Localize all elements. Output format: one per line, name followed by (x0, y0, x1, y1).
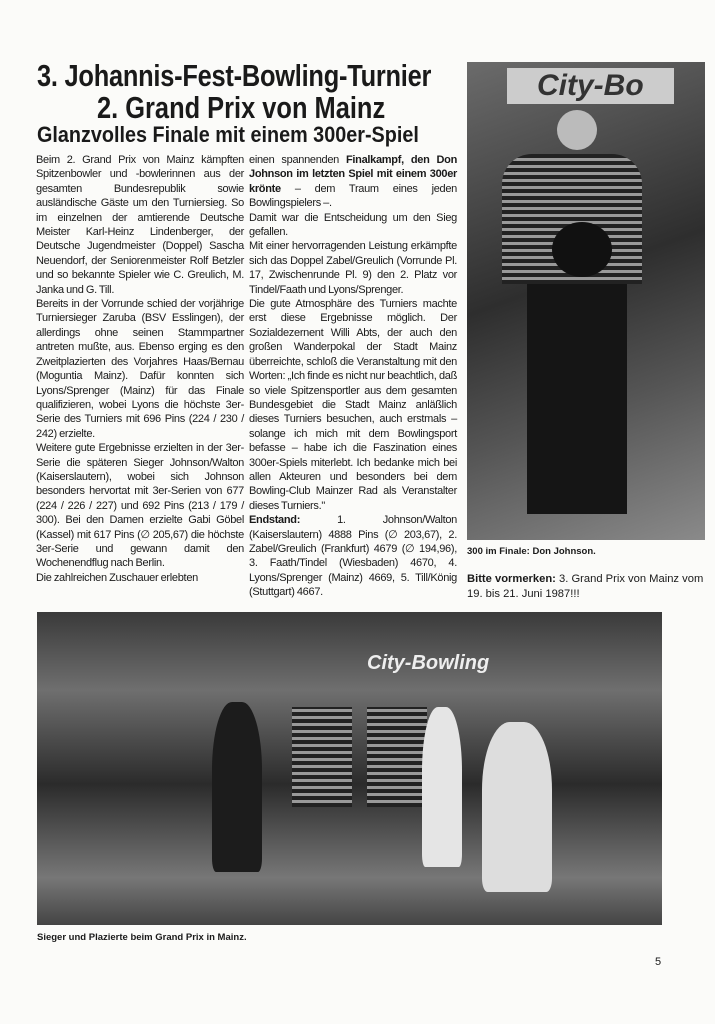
text: – dem Traum eines jeden Bowlingspielers –. (249, 182, 457, 210)
photo-caption: 300 im Finale: Don Johnson. (467, 546, 596, 557)
person (422, 707, 462, 867)
person (367, 707, 427, 807)
person (212, 702, 262, 872)
photo-winners-group (37, 612, 662, 925)
headline: 3. Johannis-Fest-Bowling-Turnier (37, 58, 432, 93)
photo-sign: City-Bo (507, 68, 674, 104)
photo-sign: City-Bowling (367, 652, 490, 674)
headline-line2: 2. Grand Prix von Mainz (97, 90, 386, 125)
person-trousers (527, 284, 627, 514)
paragraph: Bereits in der Vorrunde schied der vorjährige Turniersieger Zaruba (BSV Esslingen), der allerdings ohne seinen Stammpartner antreten mußte, aus. Ebenso erging es den Zweitplazierten des Vorjahres Haas/Bernau (Moguntia Mainz). Dafür konnten sich Lyons/Sprenger (Mainz) für das Finale qualifizieren, wobei Lyons die höchste 3er-Serie des Turniers mit 696 Pins (224 / 230 / 242) erzielte. (36, 298, 244, 440)
paragraph: Die gute Atmosphäre des Turniers machte erst diese Ergebnisse möglich. Der Sozialdezernent Willi Abts, der auch den großen Wanderpokal der Stadt Mainz überreichte, schloß die Veranstaltung mit den Worten: „Ich finde es nicht nur beachtlich, daß so viele Spitzensportler aus dem gesamten Bundesgebiet die Stadt Mainz anläßlich dieses Turniers besuchen, auch erstmals – solange ich mich mit dem Bowlingsport befasse – habe ich die Faszination eines 300er-Spiels miterlebt. Ich bedanke mich bei allen Akteuren und besonders bei dem Bowling-Club Mainzer Rad als Veranstalter dieses Turniers." (249, 298, 457, 512)
text: 1. Johnson/Walton (Kaiserslautern) 4888 Pins (∅ 203,67), 2. Zabel/Greulich (Frankfurt) 4679 (∅ 194,96), 3. Faath/Tindel (Wiesbaden) 4670, 4. Lyons/Sprenger (Mainz) 4669, 5. Till/König (Stuttgart) 4667. (249, 514, 457, 599)
person-head (557, 110, 597, 150)
paragraph: Weitere gute Ergebnisse erzielten in der 3er-Serie die späteren Sieger Johnson/Walton (Kaiserslautern), wobei sich Johnson besonders hervortat mit 3er-Serien von 677 (224 / 226 / 227) und 692 Pins (213 / 179 / 300). Bei den Damen erzielte Gabi Göbel (Kassel) mit 617 Pins (∅ 205,67) die höchste 3er-Serie und gewann damit den Wochenendflug nach Berlin. (36, 442, 244, 570)
text: einen spannenden (249, 154, 346, 166)
paragraph: Beim 2. Grand Prix von Mainz kämpften Spitzenbowler und -bowlerinnen aus der gesamten Bundesrepublik sowie ausländische Gäste um den Turniersieg. So im einzelnen der amtierende Deutsche Meister Karl-Heinz Lindenberger, der Deutsche Jugendmeister (Doppel) Sascha Neuendorf, der Seniorenmeister Rolf Betzler und so bekannte Spieler wie C. Greulich, M. Janka und G. Till. (36, 154, 244, 296)
article-column-2 (249, 153, 457, 600)
bold-text: Endstand: (249, 514, 301, 527)
person (292, 707, 352, 807)
final-standings (249, 513, 457, 599)
bowling-ball (552, 222, 612, 277)
photo-don-johnson (467, 62, 705, 540)
article-column-1 (36, 153, 244, 585)
text: 3. Grand Prix von Mainz vom 19. bis 21. Juni 1987!!! (467, 573, 704, 600)
page-number: 5 (655, 956, 662, 968)
subtitle: Glanzvolles Finale mit einem 300er-Spiel (37, 122, 419, 147)
person (482, 722, 552, 892)
paragraph: Mit einer hervorragenden Leistung erkämpfte sich das Doppel Zabel/Greulich (Vorrunde Pl. 17, Zwischenrunde Pl. 9) den 2. Platz vor Tindel/Faath und Lyons/Sprenger. (249, 240, 457, 296)
paragraph: Die zahlreichen Zuschauer erlebten (36, 571, 198, 584)
paragraph: Damit war die Entscheidung um den Sieg gefallen. (249, 211, 457, 239)
bold-text: Finalkampf, den Don Johnson im letzten Spiel mit einem 300er krönte (249, 154, 457, 195)
bold-text: Bitte vormerken: (467, 573, 556, 585)
photo-caption: Sieger und Plazierte beim Grand Prix in Mainz. (37, 932, 247, 943)
save-the-date-note (467, 572, 707, 602)
paragraph (249, 153, 457, 211)
